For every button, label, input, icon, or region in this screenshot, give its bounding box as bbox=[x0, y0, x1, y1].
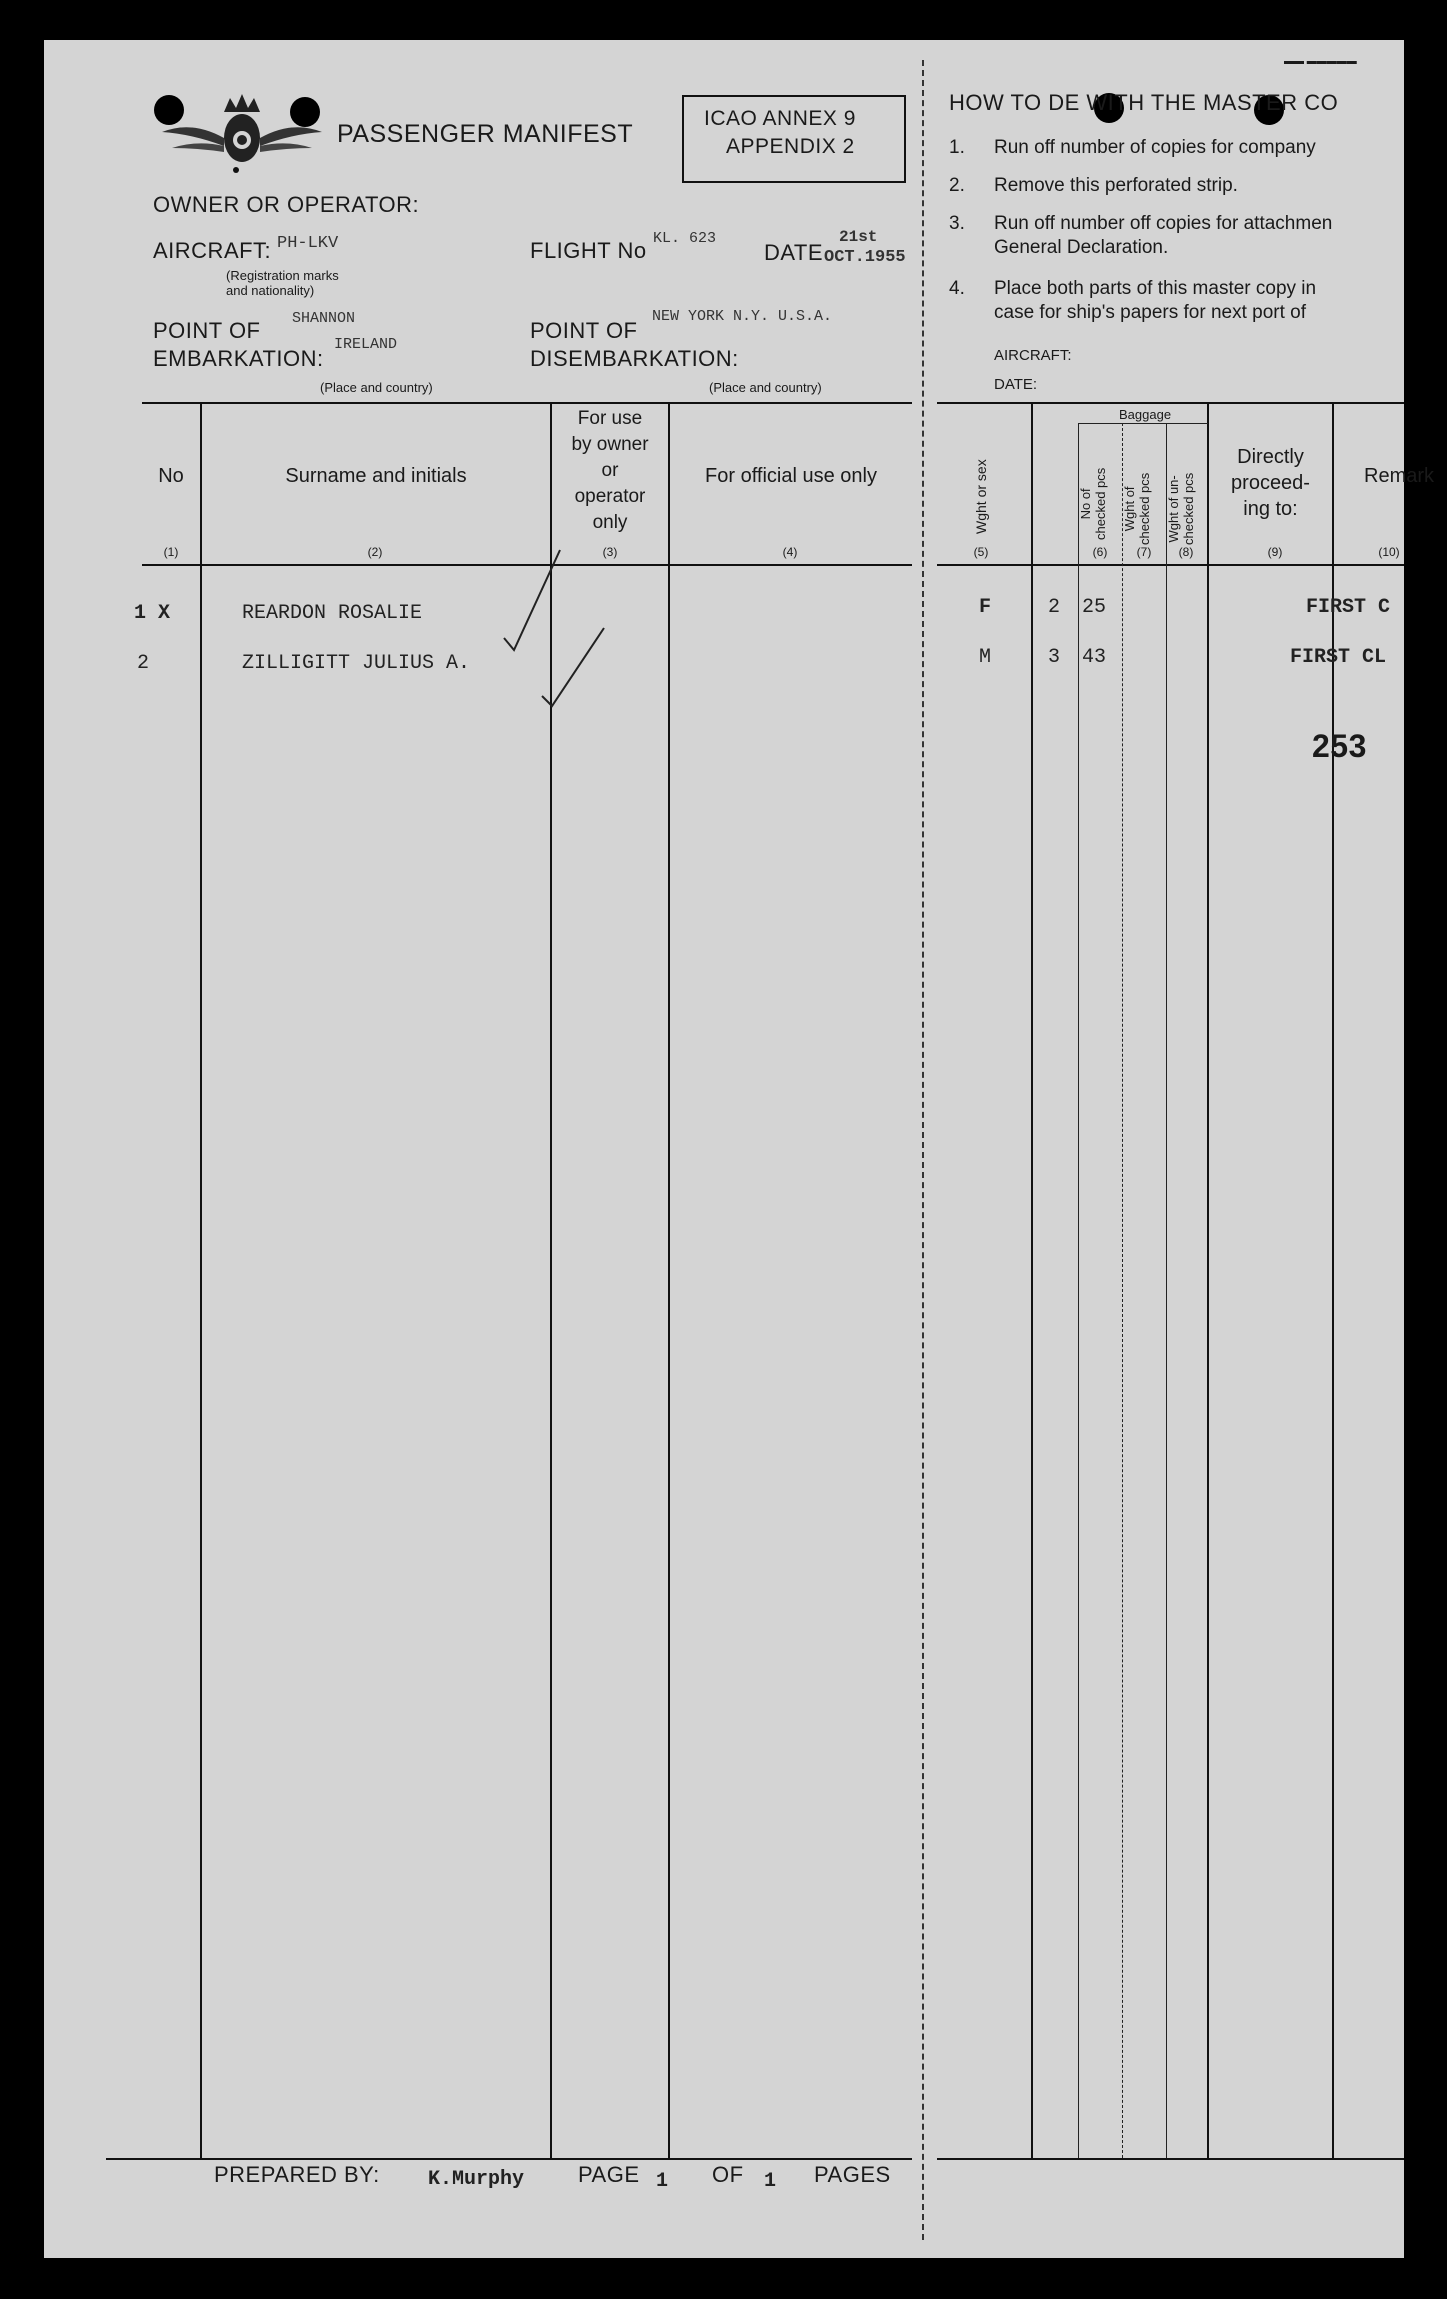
instruction-4-num: 4. bbox=[949, 278, 965, 299]
pages-label: PAGES bbox=[814, 2162, 891, 2187]
embarkation-note: (Place and country) bbox=[320, 380, 433, 395]
col-number-8: (8) bbox=[1178, 545, 1194, 559]
owner-operator-label: OWNER OR OPERATOR: bbox=[153, 192, 420, 217]
passenger-sex: F bbox=[979, 596, 992, 619]
manifest-page bbox=[44, 40, 1435, 2258]
embarkation-label-2: EMBARKATION: bbox=[153, 346, 324, 371]
instruction-1-text: Run off number of copies for company bbox=[994, 137, 1316, 158]
col-header-no-checked: No of checked pcs bbox=[1078, 467, 1108, 540]
date-value-month-year: OCT.1955 bbox=[824, 248, 906, 267]
table-bottom-rule bbox=[106, 2158, 912, 2160]
embarkation-value-1: SHANNON bbox=[292, 310, 356, 327]
checked-weight: 25 bbox=[1082, 596, 1107, 619]
of-label: OF bbox=[712, 2162, 744, 2187]
disembarkation-value: NEW YORK N.Y. U.S.A. bbox=[652, 308, 833, 325]
passenger-name: REARDON ROSALIE bbox=[242, 602, 423, 625]
col-header-baggage: Baggage bbox=[1119, 407, 1172, 422]
annex-line-1: ICAO ANNEX 9 bbox=[704, 107, 856, 130]
row-number: 2 bbox=[137, 652, 150, 675]
baggage-header-rule bbox=[1078, 423, 1208, 424]
checked-pieces: 3 bbox=[1048, 646, 1061, 669]
aircraft-label: AIRCRAFT: bbox=[153, 238, 272, 263]
icao-annex-box bbox=[682, 95, 906, 183]
col-number-6: (6) bbox=[1092, 545, 1108, 559]
prepared-by-value: K.Murphy bbox=[428, 2168, 525, 2191]
flight-label: FLIGHT No bbox=[530, 238, 647, 263]
col-divider-wght-unchecked bbox=[1166, 423, 1167, 2158]
instructions-title: HOW TO DE WITH THE MASTER CO bbox=[949, 90, 1339, 115]
col-header-wght-checked: Wght of checked pcs bbox=[1122, 472, 1152, 545]
col-number-5: (5) bbox=[973, 545, 989, 559]
col-header-remarks: Remark bbox=[1364, 465, 1435, 487]
instruction-1-num: 1. bbox=[949, 137, 965, 158]
col-header-official-use: For official use only bbox=[705, 465, 877, 487]
passenger-sex: M bbox=[979, 646, 992, 669]
table-top-rule bbox=[142, 402, 912, 404]
col-divider-no bbox=[200, 402, 202, 2158]
col-header-wght-unchecked: Wght of un- checked pcs bbox=[1166, 472, 1196, 545]
page-number: 1 bbox=[656, 2170, 669, 2193]
remark: FIRST C bbox=[1306, 596, 1391, 619]
checked-weight: 43 bbox=[1082, 646, 1107, 669]
annex-line-2: APPENDIX 2 bbox=[726, 135, 855, 158]
stamp-number: 253 bbox=[1312, 728, 1367, 764]
page-label: PAGE bbox=[578, 2162, 640, 2187]
col-header-owner-use: For use by owner or operator only bbox=[571, 408, 649, 533]
checked-pieces: 2 bbox=[1048, 596, 1061, 619]
instruction-2-text: Remove this perforated strip. bbox=[994, 175, 1238, 196]
embarkation-value-2: IRELAND bbox=[334, 336, 398, 353]
date-value-day: 21st bbox=[839, 228, 878, 246]
checkmark-icon bbox=[500, 520, 610, 700]
col-header-weight-sex: Wght or sex bbox=[973, 459, 989, 534]
col-header-surname: Surname and initials bbox=[285, 465, 467, 487]
row-number: 1 X bbox=[134, 602, 171, 625]
col-number-2: (2) bbox=[367, 545, 383, 559]
prepared-by-label: PREPARED BY: bbox=[214, 2162, 380, 2187]
remark: FIRST CL bbox=[1290, 646, 1387, 669]
col-number-3: (3) bbox=[602, 545, 618, 559]
instruction-3-num: 3. bbox=[949, 213, 965, 234]
col-divider-owner bbox=[668, 402, 670, 2158]
instruction-3-text: Run off number off copies for attachmen General Declaration. bbox=[994, 213, 1333, 258]
col-number-1: (1) bbox=[163, 545, 179, 559]
date-label: DATE bbox=[764, 240, 824, 265]
strip-aircraft-label: AIRCRAFT: bbox=[994, 347, 1072, 364]
col-divider-weight bbox=[1031, 402, 1033, 2158]
col-divider-pcs bbox=[1078, 423, 1079, 2158]
col-header-directly: Directly proceed- ing to: bbox=[1231, 446, 1310, 520]
disembarkation-label-1: POINT OF bbox=[530, 318, 638, 343]
perforation-line bbox=[922, 60, 924, 2240]
instruction-2-num: 2. bbox=[949, 175, 965, 196]
col-number-4: (4) bbox=[782, 545, 798, 559]
disembarkation-label-2: DISEMBARKATION: bbox=[530, 346, 739, 371]
airline-crown-logo-icon bbox=[152, 90, 332, 170]
instruction-4-text: Place both parts of this master copy in case for ship's papers for next port of bbox=[994, 278, 1317, 323]
aircraft-value: PH-LKV bbox=[277, 234, 339, 253]
strip-table-bottom-rule bbox=[937, 2158, 1404, 2160]
col-number-7: (7) bbox=[1136, 545, 1152, 559]
flight-value: KL. 623 bbox=[653, 230, 717, 247]
disembarkation-note: (Place and country) bbox=[709, 380, 822, 395]
manifest-title: PASSENGER MANIFEST bbox=[337, 120, 634, 148]
embarkation-label-1: POINT OF bbox=[153, 318, 261, 343]
col-header-no: No bbox=[158, 465, 184, 487]
total-pages: 1 bbox=[764, 2170, 777, 2193]
top-right-print: ▬▬ ▬▬▬▬▬ bbox=[1284, 56, 1357, 67]
col-number-10: (10) bbox=[1378, 545, 1400, 559]
passenger-name: ZILLIGITT JULIUS A. bbox=[242, 652, 471, 675]
registration-note: (Registration marks and nationality) bbox=[226, 268, 339, 298]
col-divider-wght-checked bbox=[1122, 423, 1123, 2158]
strip-date-label: DATE: bbox=[994, 376, 1038, 393]
col-number-9: (9) bbox=[1267, 545, 1283, 559]
col-divider-baggage bbox=[1207, 402, 1209, 2158]
